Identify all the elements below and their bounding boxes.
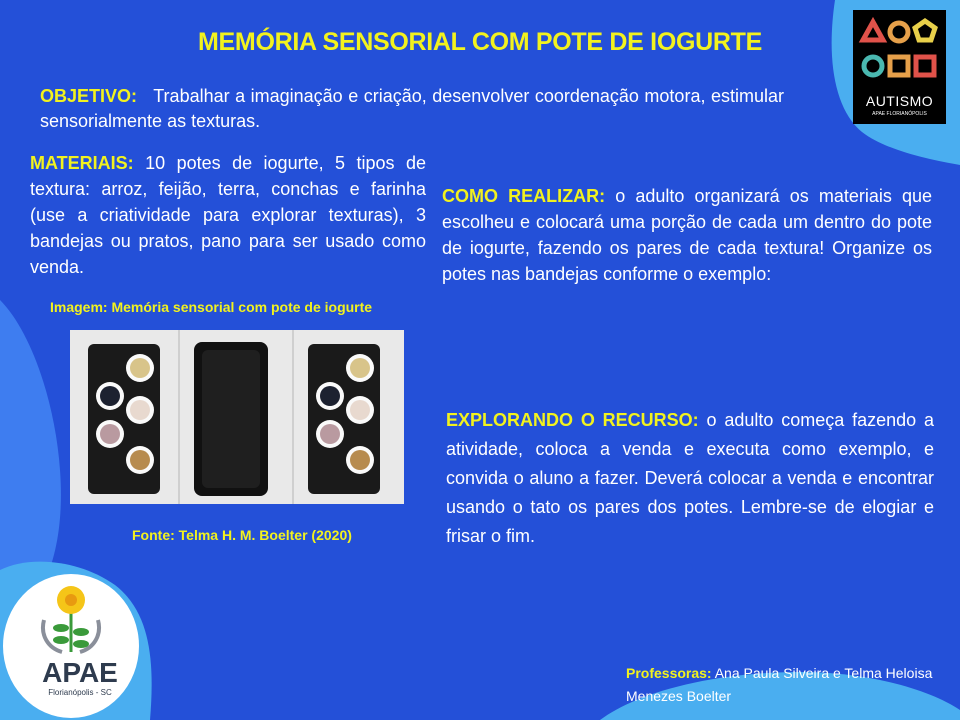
image-caption: Imagem: Memória sensorial com pote de iogurte (50, 299, 373, 315)
apae-logo-name: APAE (42, 657, 118, 688)
como-realizar-section (442, 183, 932, 287)
explorando-label: EXPLORANDO O RECURSO: (446, 410, 699, 430)
autismo-subtitle: APAE FLORIANÓPOLIS (872, 111, 927, 117)
trays-photo (70, 330, 404, 504)
como-realizar-text: o adulto organizará os materiais que escolheu e colocará uma porção de cada um dentro do pote de iogurte, fazendo os pares de cada textura! Organize os potes nas bandejas conforme o exemplo: (442, 186, 932, 284)
materiais-section (30, 150, 426, 280)
materiais-label: MATERIAIS: (30, 153, 134, 173)
professoras-text: Ana Paula Silveira e Telma Heloisa Menezes Boelter (626, 665, 933, 704)
image-source: Fonte: Telma H. M. Boelter (2020) (132, 527, 352, 543)
autismo-title: AUTISMO (865, 93, 934, 109)
apae-logo-city: Florianópolis - SC (48, 688, 112, 697)
professoras-credit (626, 662, 946, 708)
materiais-text: 10 potes de iogurte, 5 tipos de textura: arroz, feijão, terra, conchas e farinha (use a criatividade para explorar texturas), 3 bandejas ou pratos, pano para ser usado como venda. (30, 153, 426, 277)
objetivo-label: OBJETIVO: (40, 86, 138, 106)
como-realizar-label: COMO REALIZAR: (442, 186, 606, 206)
explorando-text: o adulto começa fazendo a atividade, coloca a venda e executa como exemplo, e convida o aluno a fazer. Deverá colocar a venda e encontrar usando o tato os pares dos potes. Lembre-se de elogiar e frisar o fim. (446, 410, 934, 546)
objetivo-section (40, 84, 784, 134)
professoras-label: Professoras: (626, 665, 712, 681)
apae-flower-icon (36, 580, 106, 656)
autismo-logo (853, 10, 946, 124)
autismo-shapes-icon (853, 10, 946, 94)
trays-illustration (70, 330, 404, 504)
objetivo-text: Trabalhar a imaginação e criação, desenvolver coordenação motora, estimular sensorialmente as texturas. (40, 86, 784, 131)
page-title: MEMÓRIA SENSORIAL COM POTE DE IOGURTE (198, 28, 762, 56)
explorando-section (446, 406, 934, 551)
